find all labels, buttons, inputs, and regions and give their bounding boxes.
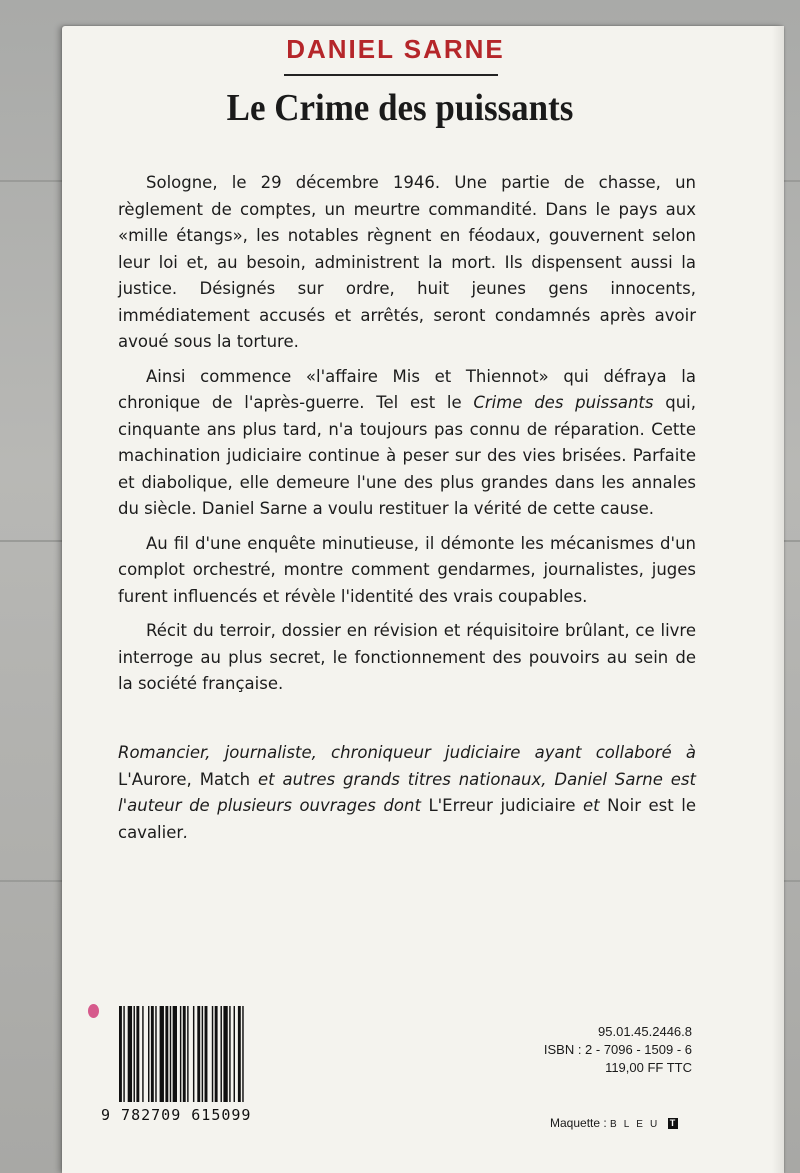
maquette-name: BLEU	[610, 1119, 665, 1130]
barcode-bar	[165, 1006, 168, 1102]
barcode-bar	[128, 1006, 132, 1102]
price-block	[542, 1023, 692, 1077]
barcode-bar	[180, 1006, 181, 1102]
blurb-paragraph: Au fil d'une enquête minutieuse, il démonte les mécanismes d'un complot orchestré, montre comment gendarmes, journalistes, juges furent influencés et révèle l'identité des vrais coupables.	[118, 533, 696, 606]
barcode-bar	[238, 1006, 241, 1102]
barcode-bar	[160, 1006, 164, 1102]
barcode-bar	[223, 1006, 227, 1102]
book-title: Le Crime des puissants	[226, 87, 574, 129]
blurb-paragraph: Récit du terroir, dossier en révision et réquisitoire brûlant, ce livre interroge au plus secret, le fonctionnement des pouvoirs au sein de la société française.	[118, 621, 696, 693]
barcode-bar	[119, 1006, 122, 1102]
barcode-bar	[151, 1006, 154, 1102]
bio-book-title: Noir est le cavalier	[118, 796, 696, 842]
barcode-bar	[212, 1006, 213, 1102]
maquette-mark: T	[668, 1118, 678, 1129]
blurb	[118, 170, 696, 706]
barcode-bar	[187, 1006, 188, 1102]
barcode-bar	[148, 1006, 149, 1102]
bio-publication: L'Aurore, Match	[118, 769, 251, 789]
barcode-bar	[229, 1006, 230, 1102]
barcode-bar	[123, 1006, 124, 1102]
price: 119,00 FF TTC	[605, 1060, 692, 1075]
bio-text: et autres grands titres nationaux, Daniel Sarne est l'auteur de plusieurs ouvrages dont	[118, 769, 696, 815]
isbn: ISBN : 2 - 7096 - 1509 - 6	[543, 1042, 692, 1057]
barcode-bar	[142, 1006, 143, 1102]
barcode-bar	[136, 1006, 139, 1102]
barcode	[119, 1006, 285, 1102]
barcode-bar	[221, 1006, 222, 1102]
author-bio	[118, 740, 696, 846]
bio-text: et	[575, 796, 608, 815]
maquette-label: Maquette :	[550, 1116, 607, 1130]
barcode-bar	[155, 1006, 156, 1102]
blurb-italic-title: Crime des puissants	[473, 393, 654, 412]
barcode-bar	[173, 1006, 177, 1102]
author-name: DANIEL SARNE	[286, 34, 505, 64]
barcode-bar	[197, 1006, 200, 1102]
barcode-bar	[205, 1006, 208, 1102]
barcode-bar	[234, 1006, 235, 1102]
blurb-paragraph	[118, 364, 696, 523]
barcode-bar	[134, 1006, 135, 1102]
design-credit	[550, 1116, 678, 1130]
bio-paragraph	[118, 740, 696, 846]
bio-text: Romancier, journaliste, chroniqueur judiciaire ayant collaboré à	[118, 743, 696, 762]
barcode-bar	[183, 1006, 186, 1102]
barcode-bar	[170, 1006, 171, 1102]
barcode-bar	[215, 1006, 218, 1102]
bio-book-title: L'Erreur judiciaire	[428, 796, 576, 815]
blurb-text: Ainsi commence «l'affaire Mis et Thiennot» qui défraya la chronique de l'après-guerre. Tel est le	[118, 366, 696, 412]
blurb-text: qui, cinquante ans plus tard, n'a toujours pas connu de réparation. Cette machination judiciaire continue à peser sur des vies brisées. Parfaite et diabolique, elle demeure l'une des plus grandes dans les annales du siècle. Daniel Sarne a voulu restituer la vérité de cette cause.	[118, 393, 696, 518]
barcode-bar	[202, 1006, 203, 1102]
product-code: 95.01.45.2446.8	[598, 1024, 692, 1039]
bio-text: .	[183, 822, 189, 842]
barcode-bar	[193, 1006, 194, 1102]
barcode-bar	[242, 1006, 243, 1102]
title-rule	[284, 74, 498, 76]
barcode-digits: 9 782709 615099	[101, 1106, 252, 1124]
blurb-paragraph: Sologne, le 29 décembre 1946. Une partie de chasse, un règlement de comptes, un meurtre commandité. Dans le pays aux «mille étangs», les notables règnent en féodaux, gouvernent selon leur loi et, au besoin, administrent la mort. Ils dispensent aussi la justice. Désignés sur ordre, huit jeunes gens innocents, immédiatement accusés et arrêtés, seront condamnés après avoir avoué sous la torture.	[118, 173, 696, 351]
pink-sticker-dot	[88, 1004, 99, 1018]
book-edge	[772, 26, 784, 1173]
